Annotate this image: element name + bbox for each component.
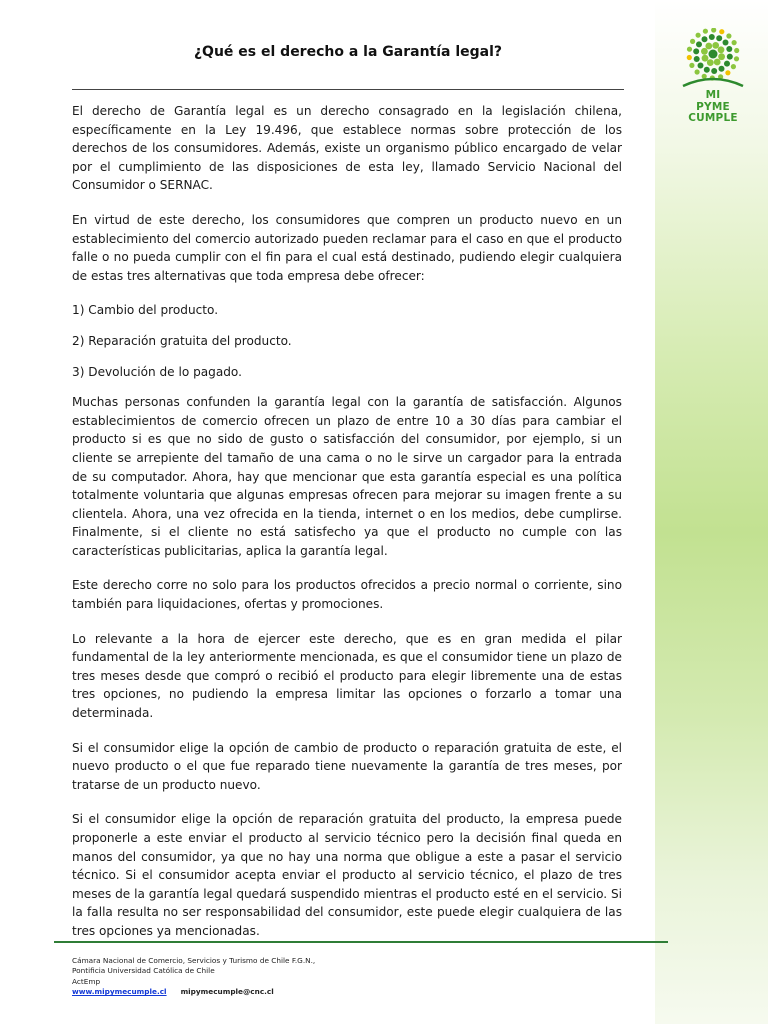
website-link[interactable]: www.mipymecumple.cl bbox=[72, 987, 167, 997]
page-title: ¿Qué es el derecho a la Garantía legal? bbox=[193, 44, 503, 60]
paragraph-cambio-reparacion: Si el consumidor elige la opción de cambio de producto o reparación gratuita de este, el nuevo producto o el que fue reparado tiene nuevamente la garantía de tres meses, por tratarse de un producto nuevo. bbox=[72, 740, 622, 792]
paragraph-satisfaccion: Muchas personas confunden la garantía legal con la garantía de satisfacción. Algunos establecimientos de comercio ofrecen un plazo de entre 10 a 30 días para cambiar el producto si es que no sido de gusto o satisfacción del consumidor, por ejemplo, si un cliente se arrepiente del tamaño de una cama o no le sirve un cargador para la entrada de su computador. Ahora, hay que mencionar que esta garantía especial es una política totalmente voluntaria que algunas empresas ofrecen para mejorar su imagen frente a su clientela. Ahora, una vez ofrecida en la tienda, internet o en los medios, debe cumplirse. Finalmente, si el cliente no está satisfecho ya que el producto no cumple con las características publicitarias, aplica la garantía legal. bbox=[72, 395, 622, 558]
footer-organization: Cámara Nacional de Comercio, Servicios y Turismo de Chile F.G.N., bbox=[72, 956, 316, 965]
logo-text-cumple: CUMPLE bbox=[688, 112, 738, 124]
paragraph-rights: En virtud de este derecho, los consumidores que compren un producto nuevo en un establecimiento del comercio autorizado pueden reclamar para el caso en que el producto falle o no pueda cumplir con el fin para el cual está destinado, pudiendo elegir cualquiera de estas tres alternativas que toda empresa debe ofrecer: bbox=[72, 212, 622, 283]
paragraph-servicio-tecnico: Si el consumidor elige la opción de reparación gratuita del producto, la empresa puede proponerle a este enviar el producto al servicio técnico pero la decisión final queda en manos del consumidor, ya que no hay una norma que obligue a este a pasar el servicio técnico. Si el consumidor acepta enviar el producto al servicio técnico, el plazo de tres meses de la garantía legal quedará suspendido mientras el producto esté en el servicio. Si la falla resulta no ser responsabilidad del consumidor, este puede elegir cualquiera de las tres opciones ya mencionadas. bbox=[72, 812, 622, 938]
contact-email[interactable]: mipymecumple@cnc.cl bbox=[180, 987, 274, 997]
mi-pyme-cumple-logo bbox=[672, 28, 754, 125]
paragraph-liquidaciones: Este derecho corre no solo para los productos ofrecidos a precio normal o corriente, sino también para liquidaciones, ofertas y promociones. bbox=[72, 578, 622, 612]
paragraph-intro: El derecho de Garantía legal es un derecho consagrado en la legislación chilena, específicamente en la Ley 19.496, que establece normas sobre protección de los derechos de los consumidores. Además, existe un organismo público encargado de velar por el cumplimiento de las disposiciones de esta ley, llamado Servicio Nacional del Consumidor o SERNAC. bbox=[72, 104, 622, 193]
logo-text-mi: MI bbox=[705, 89, 721, 101]
logo-text-pyme: PYME bbox=[696, 100, 730, 113]
list-item-cambio: 1) Cambio del producto. bbox=[72, 303, 219, 318]
tree-logo-icon bbox=[680, 28, 746, 90]
document-body bbox=[72, 102, 622, 957]
footer-actemp: ActEmp bbox=[72, 976, 101, 986]
paragraph-plazo: Lo relevante a la hora de ejercer este derecho, que es en gran medida el pilar fundamental de la ley anteriormente mencionada, es que el consumidor tiene un plazo de tres meses desde que compró o recibió el producto para elegir libremente una de estas tres opciones, no pudiendo la empresa limitar las opciones o forzarlo a tomar una determinada. bbox=[72, 631, 622, 721]
footer-divider bbox=[54, 941, 668, 943]
footer bbox=[72, 956, 492, 998]
title-divider bbox=[72, 89, 624, 90]
footer-university: Pontificia Universidad Católica de Chile bbox=[72, 966, 215, 976]
list-item-reparacion: 2) Reparación gratuita del producto. bbox=[72, 333, 292, 348]
green-gradient-sidebar bbox=[655, 0, 768, 1024]
footer-contact bbox=[72, 987, 492, 997]
list-item-devolucion: 3) Devolución de lo pagado. bbox=[72, 364, 242, 379]
